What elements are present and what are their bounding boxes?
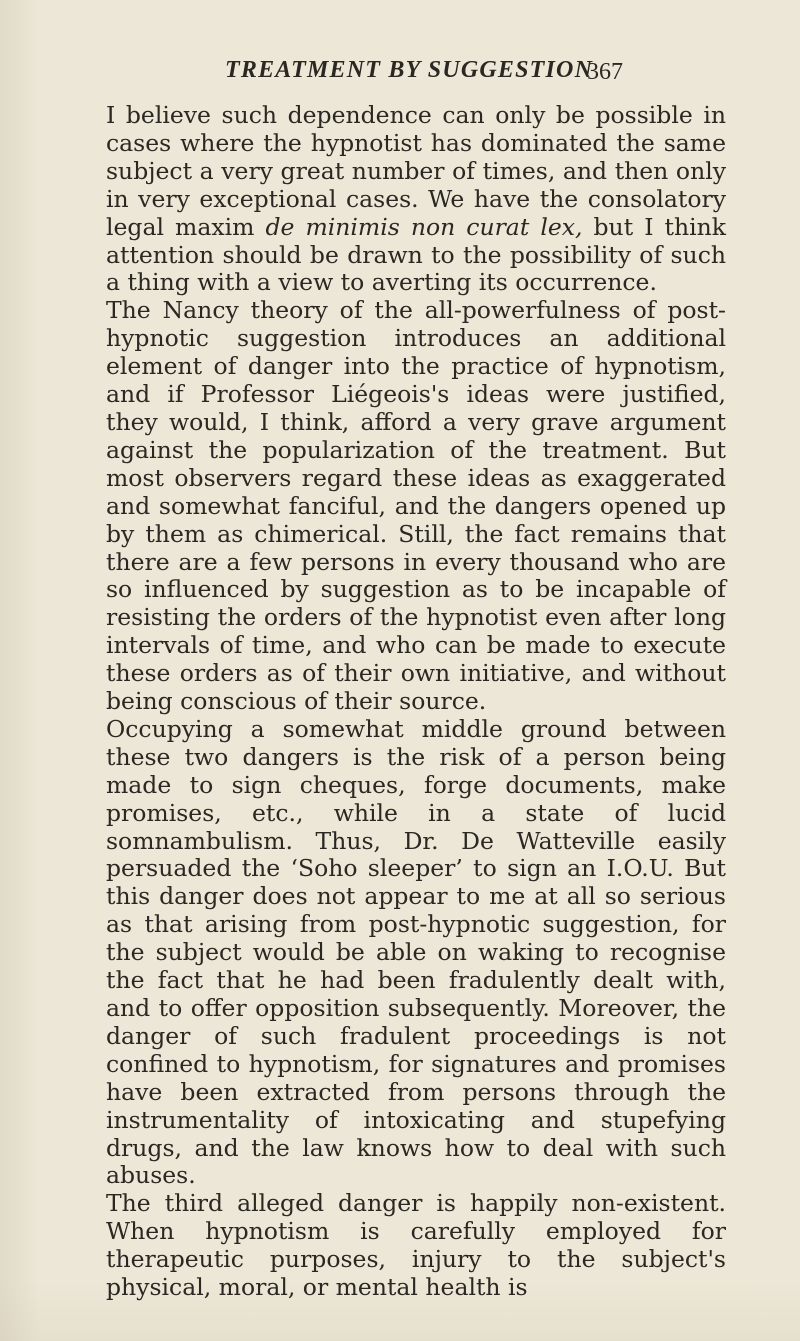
paragraph-1-text-a: I believe such dependence can only be possible in cases where the hypnotist has dominated the same subject a very great number of times, and then only in very exceptional cases. We have the consolatory legal maxim: [106, 101, 726, 241]
paragraph-1-text-b: but I think attention should be drawn to the possibility of such a thing with a view to averting its occurrence.: [106, 212, 726, 297]
running-head: TREATMENT BY SUGGESTION: [225, 57, 594, 83]
paragraph-4: The third alleged danger is happily non-existent. When hypnotism is carefully employed for therapeutic purposes, injury to the subject's physical, moral, or mental health is: [106, 1189, 726, 1302]
paragraph-3: Occupying a somewhat middle ground between these two dangers is the risk of a person being made to sign cheques, forge documents, make promises, etc., while in a state of lucid somnambulism. Thus, Dr. De Watteville easily persuaded the ‘Soho sleeper’ to sign an I.O.U. But this danger does not appear to me at all so serious as that arising from post-hypnotic suggestion, for the subject would be able on waking to recognise the fact that he had been fradulently dealt with, and to offer opposition subsequently. Moreover, the danger of such fradulent proceedings is not confined to hypnotism, for signatures and promises have been extracted from persons through the instrumentality of intoxicating and stupefying drugs, and the law knows how to deal with such abuses.: [106, 714, 726, 1190]
paragraph-2: The Nancy theory of the all-powerfulness of post-hypnotic suggestion introduces an additional element of danger into the practice of hypnotism, and if Professor Liégeois's ideas were justified, they would, I think, afford a very grave argument against the popularization of the treatment. But most observers regard these ideas as exaggerated and somewhat fanciful, and the dangers opened up by them as chimerical. Still, the fact remains that there are a few persons in every thousand who are so influenced by suggestion as to be incapable of resisting the orders of the hypnotist even after long intervals of time, and who can be made to execute these orders as of their own initiative, and without being conscious of their source.: [106, 296, 726, 716]
page-number: 367: [587, 59, 623, 85]
page-header: [225, 57, 725, 87]
latin-maxim: de minimis non curat lex,: [265, 212, 583, 241]
body-text: [106, 102, 726, 1302]
paragraph-1: [106, 102, 726, 297]
